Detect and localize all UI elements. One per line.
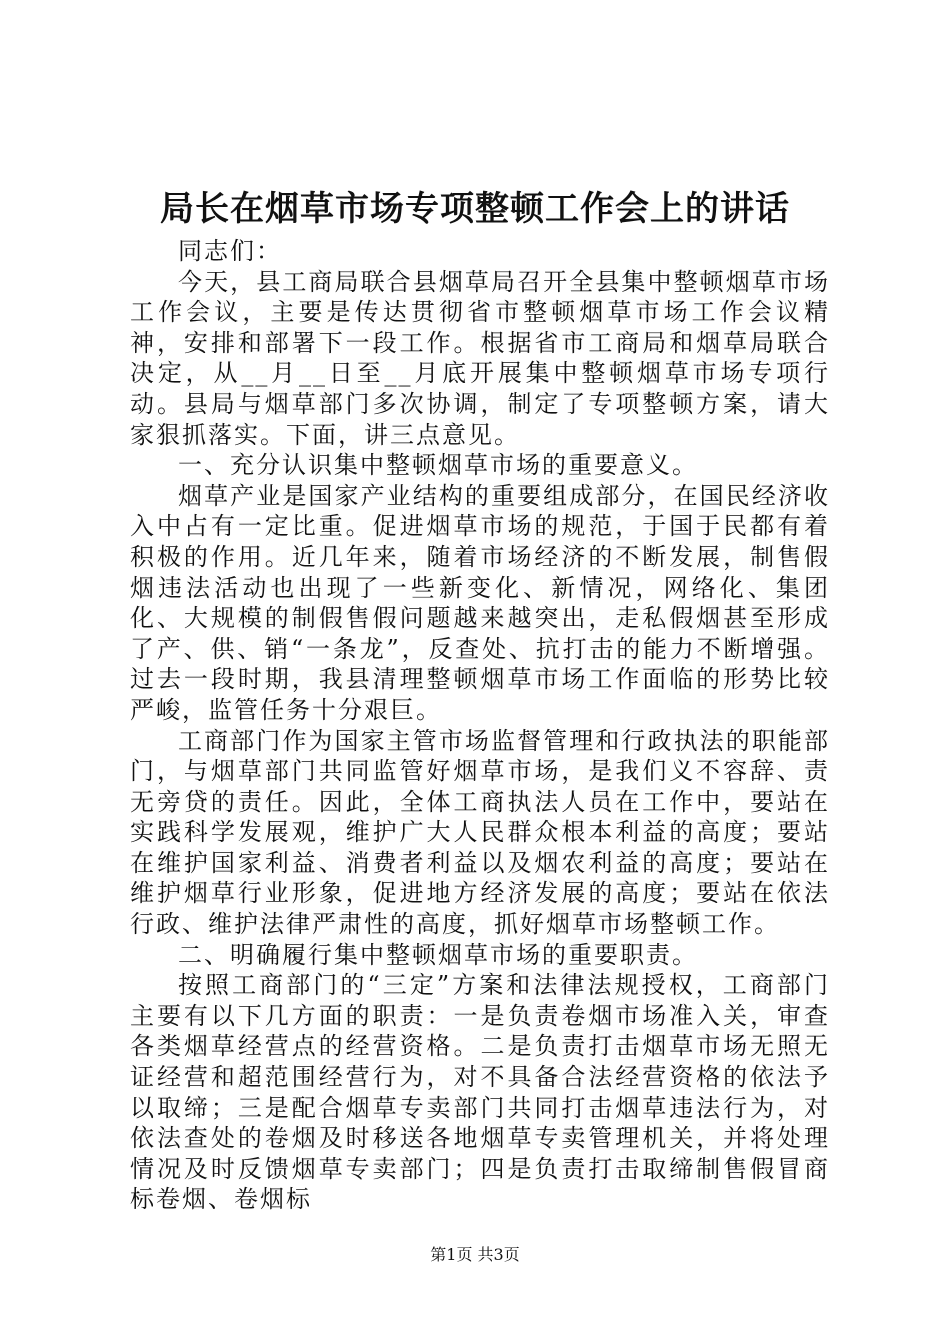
salutation: 同志们：	[178, 237, 282, 265]
paragraph-intro: 今天，县工商局联合县烟草局召开全县集中整顿烟草市场工作会议，主要是传达贯彻省市整顿烟草市场工作会议精神，安排和部署下一段工作。根据省市工商局和烟草局联合决定，从__月__日至__月底开展集中整顿烟草市场专项行动。县局与烟草部门多次协调，制定了专项整顿方案，请大家狠抓落实。下面，讲三点意见。	[130, 267, 830, 449]
document-body	[130, 236, 830, 1215]
document-title: 局长在烟草市场专项整顿工作会上的讲话	[160, 189, 790, 229]
paragraph-responsibility: 工商部门作为国家主管市场监督管理和行政执法的职能部门，与烟草部门共同监管好烟草市场，是我们义不容辞、责无旁贷的责任。因此，全体工商执法人员在工作中，要站在实践科学发展观，维护广大人民群众根本利益的高度；要站在维护国家利益、消费者利益以及烟农利益的高度；要站在维护烟草行业形象，促进地方经济发展的高度；要站在依法行政、维护法律严肃性的高度，抓好烟草市场整顿工作。	[130, 726, 830, 939]
paragraph-duties: 按照工商部门的“三定”方案和法律法规授权，工商部门主要有以下几方面的职责：一是负责卷烟市场准入关，审查各类烟草经营点的经营资格。二是负责打击烟草市场无照无证经营和超范围经营行为，对不具备合法经营资格的依法予以取缔；三是配合烟草专卖部门共同打击烟草违法行为，对依法查处的卷烟及时移送各地烟草专卖管理机关，并将处理情况及时反馈烟草专卖部门；四是负责打击取缔制售假冒商标卷烟、卷烟标	[130, 971, 830, 1214]
paragraph-significance: 烟草产业是国家产业结构的重要组成部分，在国民经济收入中占有一定比重。促进烟草市场的规范，于国于民都有着积极的作用。近几年来，随着市场经济的不断发展，制售假烟违法活动也出现了一些新变化、新情况，网络化、集团化、大规模的制假售假问题越来越突出，走私假烟甚至形成了产、供、销“一条龙”，反查处、抗打击的能力不断增强。过去一段时期，我县清理整顿烟草市场工作面临的形势比较严峻，监管任务十分艰巨。	[130, 481, 830, 724]
section-heading-1: 一、充分认识集中整顿烟草市场的重要意义。	[178, 451, 698, 480]
page-footer: 第1页 共3页	[430, 1245, 520, 1264]
section-heading-2: 二、明确履行集中整顿烟草市场的重要职责。	[178, 940, 698, 969]
